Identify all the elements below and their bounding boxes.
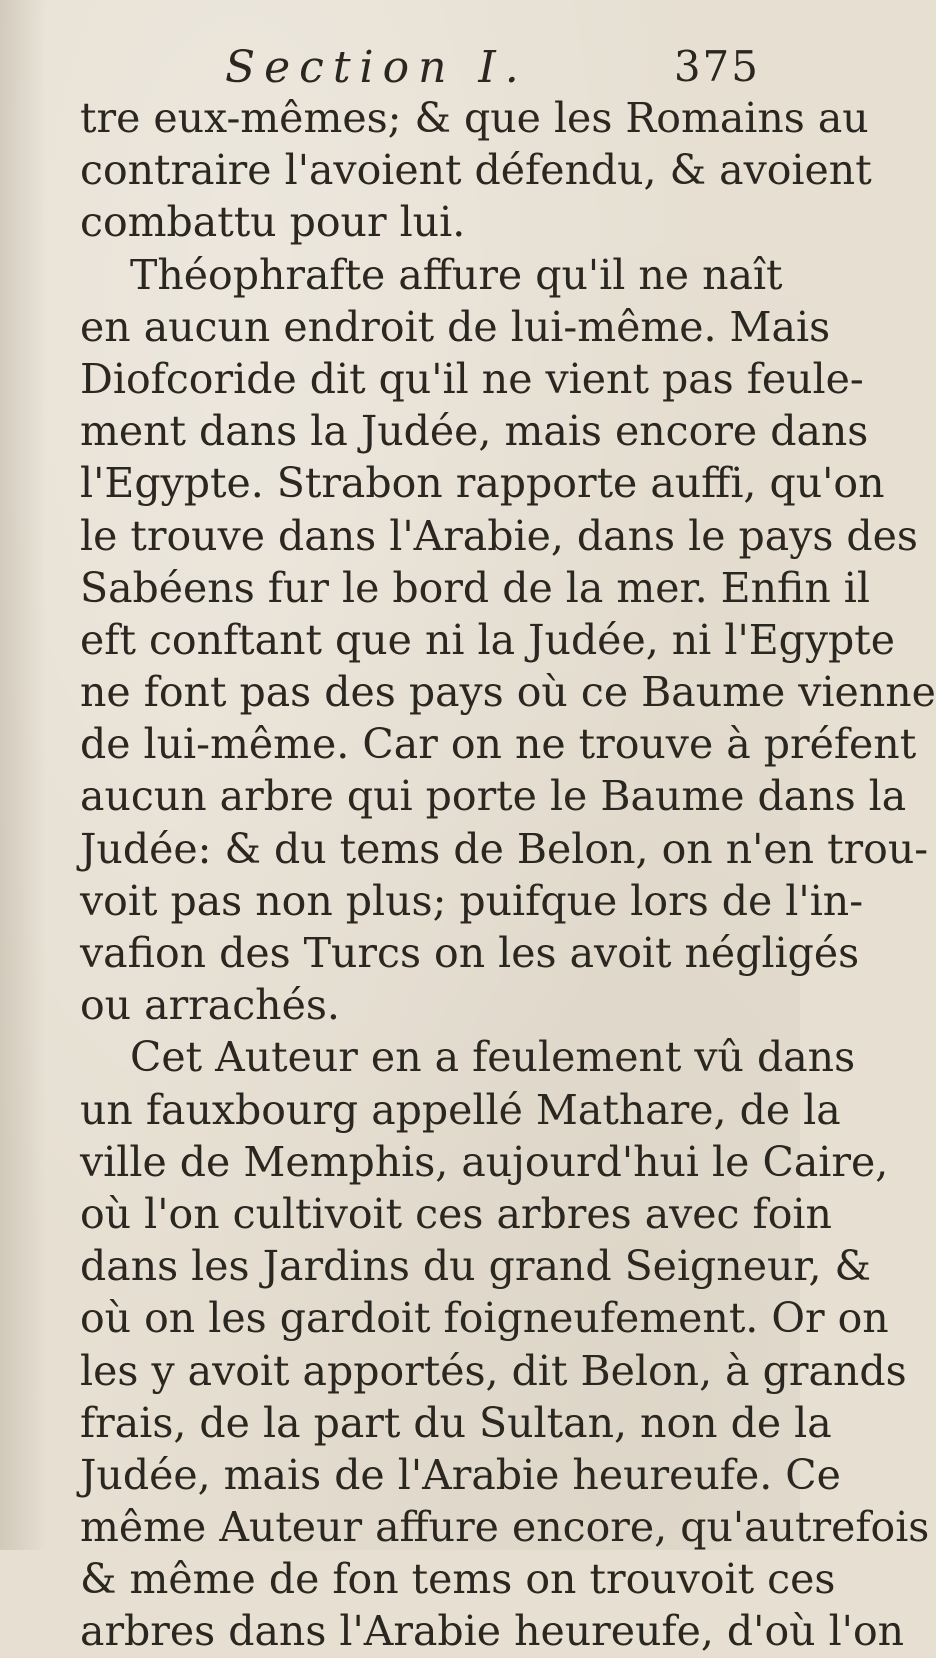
text-line: contraire l'avoient défendu, & avoient <box>80 146 872 195</box>
text-line: Sabéens fur le bord de la mer. Enfin il <box>80 563 870 612</box>
text-line: Théophrafte affure qu'il ne naît <box>130 250 783 299</box>
text-line: tre eux-mêmes; & que les Romains au <box>80 94 869 142</box>
text-line: & même de fon tems on trouvoit ces <box>80 1555 836 1604</box>
text-line: les y avoit apportés, dit Belon, à grands <box>80 1346 907 1395</box>
page-number: 375 <box>673 42 760 91</box>
page-header <box>0 38 800 98</box>
text-line: combattu pour lui. <box>80 198 466 247</box>
text-line: Judée: & du tems de Belon, on n'en trou- <box>80 824 929 873</box>
text-line: Judée, mais de l'Arabie heureufe. Ce <box>80 1450 841 1499</box>
text-line: dans les Jardins du grand Seigneur, & <box>80 1242 872 1291</box>
body-text <box>80 92 936 1658</box>
text-line: aucun arbre qui porte le Baume dans la <box>80 772 907 821</box>
text-line: arbres dans l'Arabie heureufe, d'où l'on <box>80 1607 905 1656</box>
running-head: Section I. <box>225 42 528 93</box>
text-line: où on les gardoit foigneufement. Or on <box>80 1294 889 1343</box>
text-line: ne font pas des pays où ce Baume vienne <box>80 668 936 717</box>
text-line: le trouve dans l'Arabie, dans le pays des <box>80 511 918 560</box>
text-line: en aucun endroit de lui-même. Mais <box>80 302 831 351</box>
text-line: un fauxbourg appellé Mathare, de la <box>80 1085 841 1134</box>
text-line: Diofcoride dit qu'il ne vient pas feule- <box>80 354 864 403</box>
text-line: même Auteur affure encore, qu'autrefois <box>80 1503 930 1552</box>
text-line: où l'on cultivoit ces arbres avec foin <box>80 1189 832 1238</box>
text-line: ment dans la Judée, mais encore dans <box>80 407 869 456</box>
text-line: de lui-même. Car on ne trouve à préfent <box>80 720 917 769</box>
text-line: voit pas non plus; puifque lors de l'in- <box>80 876 864 925</box>
text-line: l'Egypte. Strabon rapporte auffi, qu'on <box>80 459 885 508</box>
text-line: vafion des Turcs on les avoit négligés <box>80 929 860 977</box>
binding-shadow <box>0 0 46 1550</box>
text-line: ou arrachés. <box>80 981 340 1030</box>
text-line: Cet Auteur en a feulement vû dans <box>130 1033 856 1082</box>
text-line: eft conftant que ni la Judée, ni l'Egypte <box>80 615 896 664</box>
text-line: frais, de la part du Sultan, non de la <box>80 1398 832 1447</box>
text-line: ville de Memphis, aujourd'hui le Caire, <box>80 1137 889 1186</box>
